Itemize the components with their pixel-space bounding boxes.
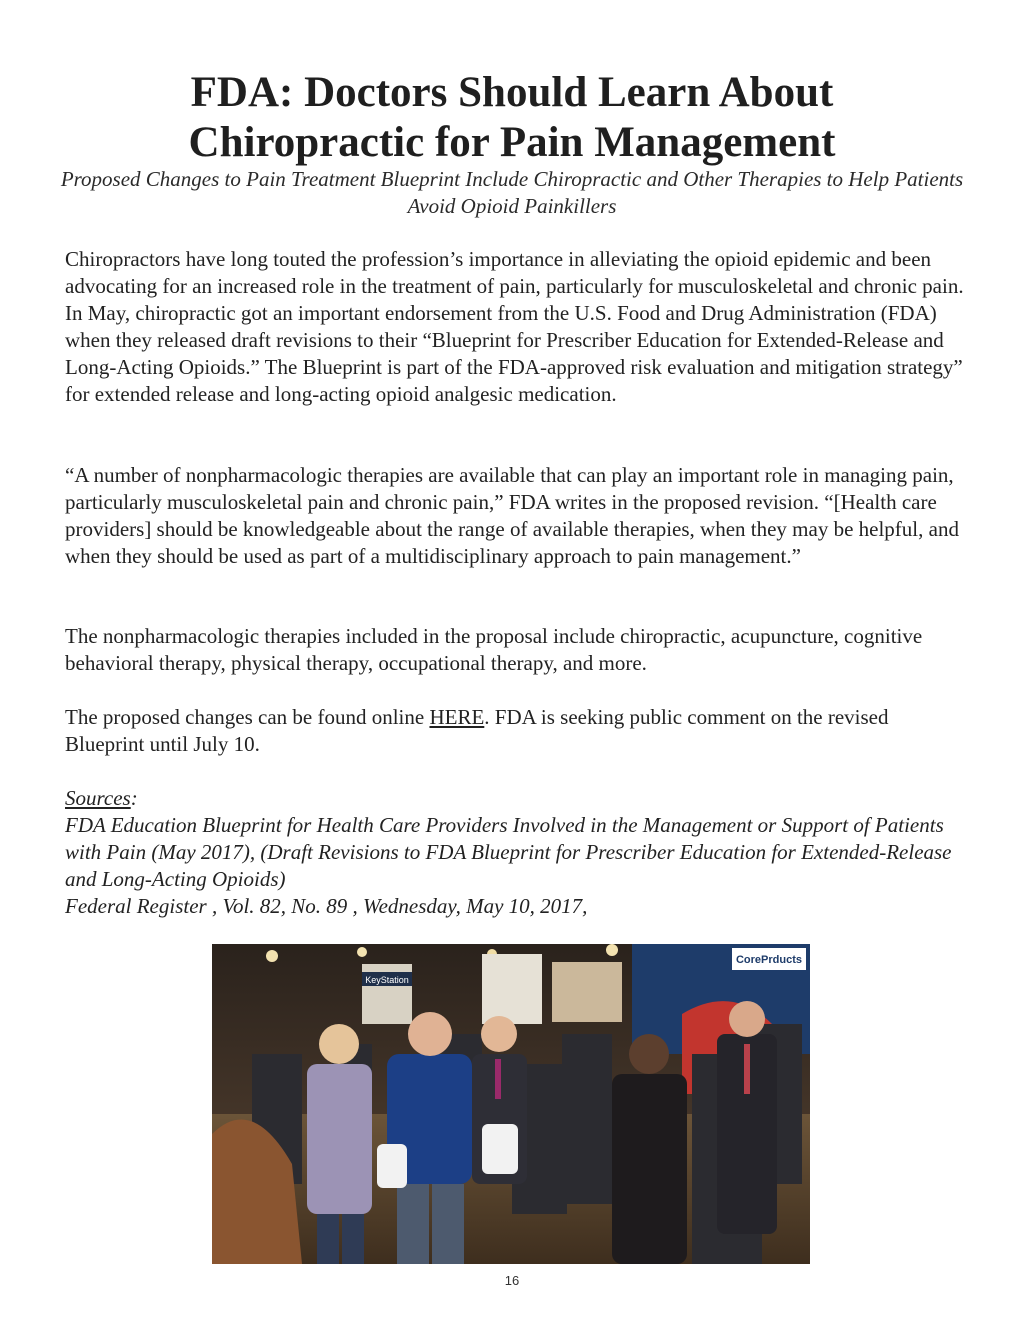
source-item-federal-register: Federal Register , Vol. 82, No. 89 , Wednesday, May 10, 2017, [65,894,588,918]
here-link[interactable]: HERE [429,705,485,729]
sources-heading [65,785,138,812]
sources-list [65,812,965,920]
title-line-1: FDA: Doctors Should Learn About [190,69,834,116]
booth-sign-text: KeyStation [365,975,409,985]
paragraph-intro: Chiropractors have long touted the profession’s importance in alleviating the opioid epidemic and been advocating for an increased role in the treatment of pain, particularly for musculoskeletal and chronic pain. In May, chiropractic got an important endorsement from the U.S. Food and Drug Administration (FDA) when they released draft revisions to their “Blueprint for Prescriber Education for Extended-Release and Long-Acting Opioids.” The Blueprint is part of the FDA-approved risk evaluation and mitigation strategy” for extended release and long-acting opioid analgesic medication. [65,247,964,406]
paragraph-comment-text-1: The proposed changes can be found online [65,705,430,729]
subtitle: Proposed Changes to Pain Treatment Blueprint Include Chiropractic and Other Therapies to Help Patients Avoid Opioid Painkillers [60,167,964,218]
title-line-2: Chiropractic for Pain Management [188,119,836,166]
sources-label: Sources [65,786,131,810]
conference-photo-illustration [212,944,810,1264]
paragraph-therapies: The nonpharmacologic therapies included in the proposal include chiropractic, acupuncture, cognitive behavioral therapy, physical therapy, occupational therapy, and more. [65,624,923,675]
paragraph-quote: “A number of nonpharmacologic therapies are available that can play an important role in managing pain, particularly musculoskeletal pain and chronic pain,” FDA writes in the proposed revision. “[Health care providers] should be knowledgeable about the range of available therapies, when they may be helpful, and when they should be used as part of a multidisciplinary approach to pain management.” [65,463,959,568]
page-number: 16 [504,1273,520,1288]
paragraph-comment [65,704,965,758]
sources-colon: : [130,786,138,810]
booth-banner-text: CorePrducts [735,954,803,966]
source-item-fda-blueprint: FDA Education Blueprint for Health Care Providers Involved in the Management or Support of Patients with Pain (May 2017), (Draft Revisions to FDA Blueprint for Prescriber Education for Extended-Release and Long-Acting Opioids) [65,813,952,891]
paragraph-comment-text-2: . FDA is seeking public comment on the revised Blueprint until July 10. [65,705,889,756]
conference-photo [212,944,810,1264]
page-title [60,68,964,168]
